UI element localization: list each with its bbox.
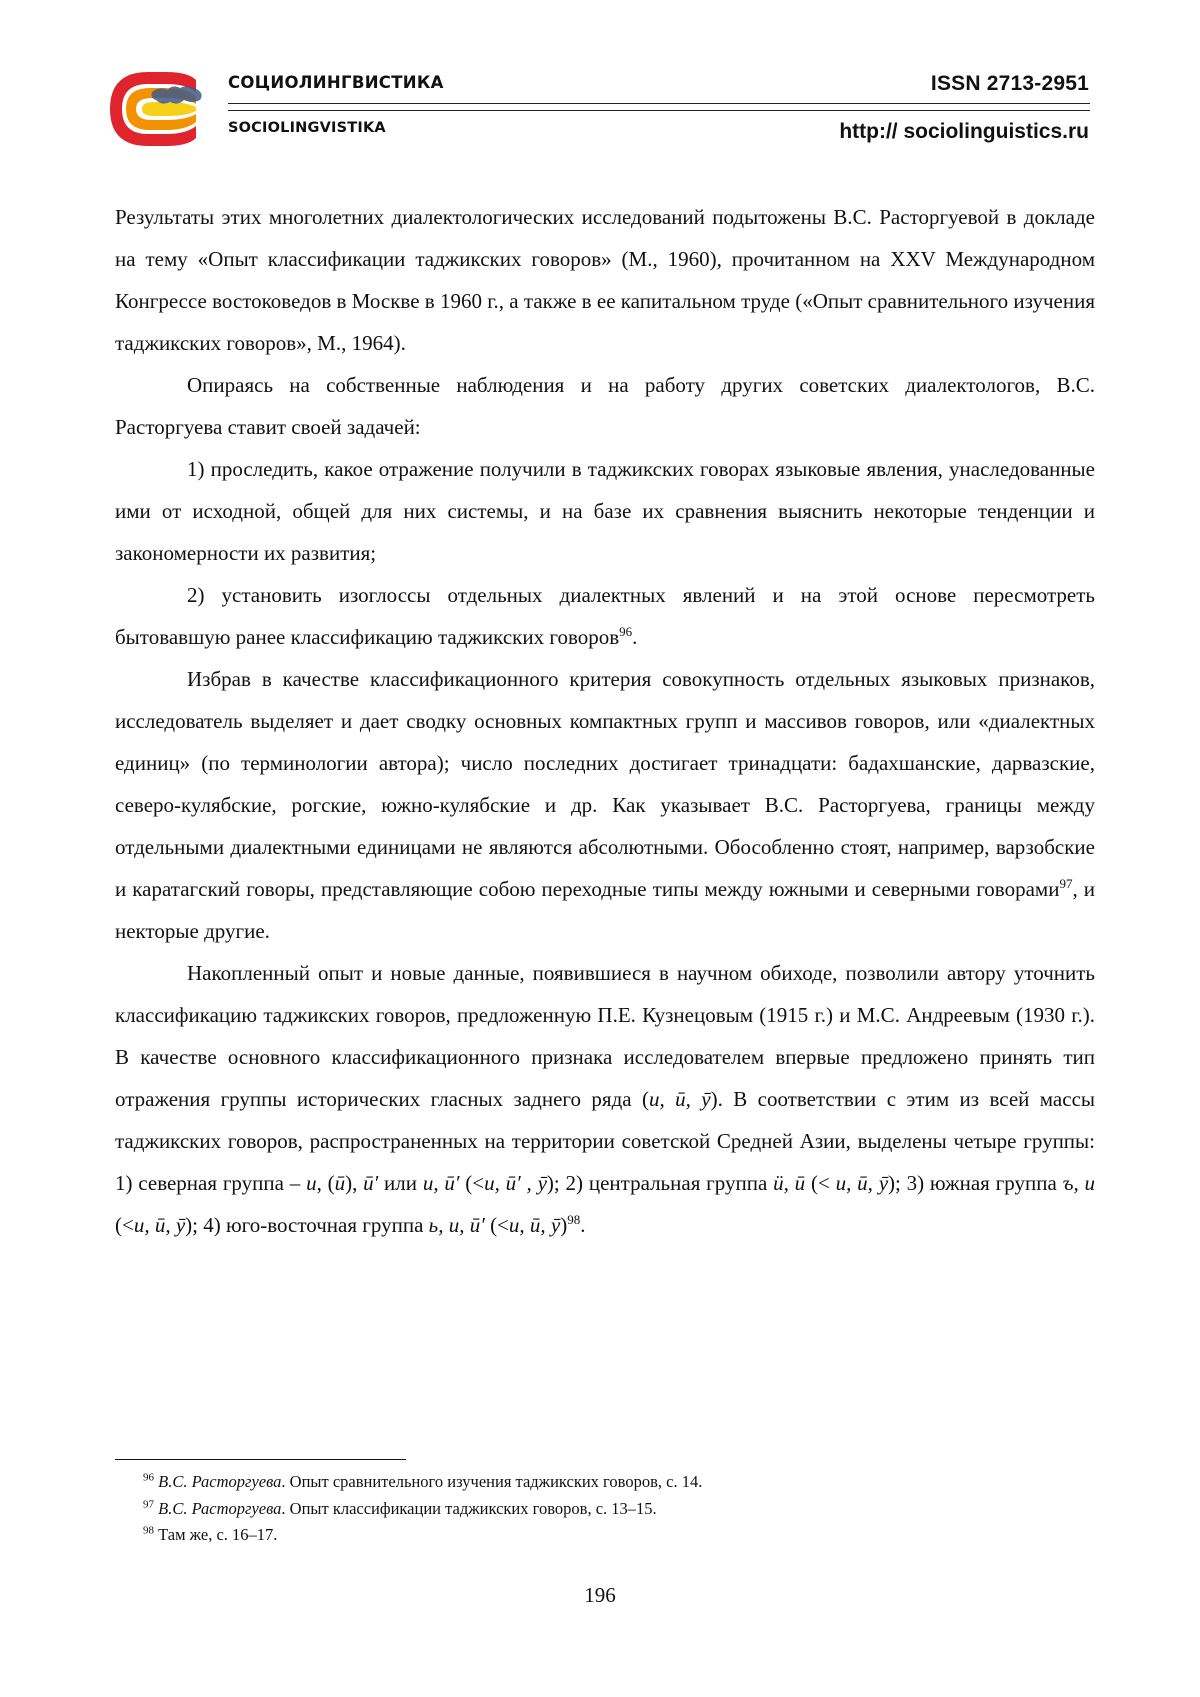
paragraph-6-text: ); 4) юго-восточная группа bbox=[185, 1213, 429, 1237]
vowel-notation: и, ӣ, ӯ bbox=[508, 1213, 561, 1237]
vowel-notation: ӣ bbox=[334, 1171, 346, 1195]
vowel-notation: и, ӣ, ӯ bbox=[648, 1087, 711, 1111]
footnote-text: Там же, с. 16–17. bbox=[158, 1525, 278, 1544]
paragraph-6-text: ); 2) центральная группа bbox=[546, 1171, 774, 1195]
page-number: 196 bbox=[584, 1583, 616, 1607]
paragraph-4-end: . bbox=[632, 625, 638, 649]
journal-issn: ISSN 2713-2951 bbox=[930, 72, 1089, 95]
paragraph-5-end: , и некторые другие. bbox=[115, 877, 1095, 943]
page-header bbox=[0, 0, 1200, 160]
article-body bbox=[115, 196, 1095, 1246]
vowel-notation: и, ӣ, ӯ bbox=[835, 1171, 889, 1195]
paragraph-5 bbox=[115, 658, 1095, 952]
paragraph-6-text: , ( bbox=[316, 1171, 335, 1195]
footnote-number: 96 bbox=[143, 1471, 154, 1484]
footnote-97 bbox=[143, 1496, 1093, 1523]
footnote-text: . Опыт сравнительного изучения таджикских говоров, с. 14. bbox=[281, 1472, 703, 1491]
vowel-notation: и, ӣ, ӯ bbox=[133, 1213, 186, 1237]
footnote-ref-97[interactable]: 97 bbox=[1059, 876, 1073, 891]
footnote-ref-98[interactable]: 98 bbox=[567, 1212, 581, 1227]
vowel-notation: и, ӣ′ , ӯ bbox=[484, 1171, 547, 1195]
header-rule-bottom bbox=[228, 110, 1090, 111]
paragraph-3: 1) проследить, какое отражение получили в таджикских говорах языковые явления, унаследованные ими от исходной, общей для них системы, и на базе их сравнения выяснить некоторые тенденции и закономерности их развития; bbox=[115, 457, 1095, 565]
paragraph-1: Результаты этих многолетних диалектологических исследований подытожены В.С. Расторгуевой в докладе на тему «Опыт классификации таджикских говоров» (М., 1960), прочитанном на XXV Международном Конгрессе востоковедов в Москве в 1960 г., а также в ее капитальном труде («Опыт сравнительного изучения таджикских говоров», М., 1964). bbox=[115, 205, 1095, 355]
paragraph-4 bbox=[115, 574, 1095, 658]
paragraph-6-text: ) bbox=[560, 1213, 568, 1237]
footnote-96 bbox=[143, 1469, 1093, 1496]
journal-title-en: SOCIOLINGVISTIKA bbox=[228, 120, 386, 136]
paragraph-6-end: . bbox=[580, 1213, 586, 1237]
vowel-notation: ъ, и bbox=[1062, 1171, 1096, 1195]
footnote-98 bbox=[143, 1522, 1093, 1549]
paragraph-4-text: 2) установить изоглоссы отдельных диалектных явлений и на этой основе пересмотреть бытовавшую ранее классификацию таджикских говоров bbox=[115, 583, 1095, 649]
paragraph-6-text: (< bbox=[484, 1213, 509, 1237]
vowel-notation: и bbox=[306, 1171, 317, 1195]
footnote-author: В.С. Расторгуева bbox=[158, 1498, 282, 1518]
vowel-notation: и, ӣ′ bbox=[422, 1171, 460, 1195]
paragraph-6-text: (< bbox=[115, 1213, 134, 1237]
footnote-ref-96[interactable]: 96 bbox=[619, 624, 633, 639]
paragraph-6-text: ); 3) южная группа bbox=[888, 1171, 1063, 1195]
paragraph-6-text: Накопленный опыт и новые данные, появившиеся в научном обиходе, позволили автору уточнить классификацию таджикских говоров, предложенную П.Е. Кузнецовым (1915 г.) и М.С. Андреевым (1930 г.). В качестве основного классификационного признака исследователем впервые предложено принять тип отражения группы исторических гласных заднего ряда ( bbox=[115, 961, 1095, 1111]
paragraph-5-text: Избрав в качестве классификационного критерия совокупность отдельных языковых признаков, исследователь выделяет и дает сводку основных компактных групп и массивов говоров, или «диалектных единиц» (по терминологии автора); число последних достигает тринадцати: бадахшанские, дарвазские, северо-кулябские, рогские, южно-кулябские и др. Как указывает В.С. Расторгуева, границы между отдельными диалектными единицами не являются абсолютными. Обособленно стоят, например, варзобские и каратагский говоры, представляющие собою переходные типы между южными и северными говорами bbox=[115, 667, 1095, 901]
footnotes bbox=[143, 1469, 1093, 1549]
vowel-notation: ӥ, ӣ bbox=[773, 1171, 806, 1195]
paragraph-2: Опираясь на собственные наблюдения и на работу других советских диалектологов, В.С. Расторгуева ставит своей задачей: bbox=[115, 373, 1095, 439]
vowel-notation: ь, и, ӣ′ bbox=[428, 1213, 485, 1237]
vowel-notation: ӣ′ bbox=[363, 1171, 379, 1195]
paragraph-6-text: или bbox=[378, 1171, 423, 1195]
footnote-number: 97 bbox=[143, 1498, 154, 1510]
header-rule-top bbox=[228, 103, 1090, 104]
paragraph-6-text: ), bbox=[345, 1171, 364, 1195]
footnote-number: 98 bbox=[143, 1524, 154, 1537]
footnote-author: В.С. Расторгуева bbox=[158, 1472, 282, 1491]
footnote-text: . Опыт классификации таджикских говоров, с. 13–15. bbox=[281, 1498, 657, 1518]
paragraph-6-text: (< bbox=[459, 1171, 485, 1195]
footnote-separator bbox=[115, 1459, 406, 1460]
paragraph-6-text: ). В соответствии с этим из всей массы таджикских говоров, распространенных на территории советской Средней Азии, выделены четыре группы: 1) северная группа – bbox=[115, 1087, 1095, 1195]
paragraph-6 bbox=[115, 952, 1095, 1246]
journal-logo-icon bbox=[108, 70, 206, 148]
journal-url[interactable]: http:// sociolinguistics.ru bbox=[839, 120, 1089, 143]
paragraph-6-text: (< bbox=[805, 1171, 836, 1195]
journal-title-ru: СОЦИОЛИНГВИСТИКА bbox=[228, 73, 444, 92]
